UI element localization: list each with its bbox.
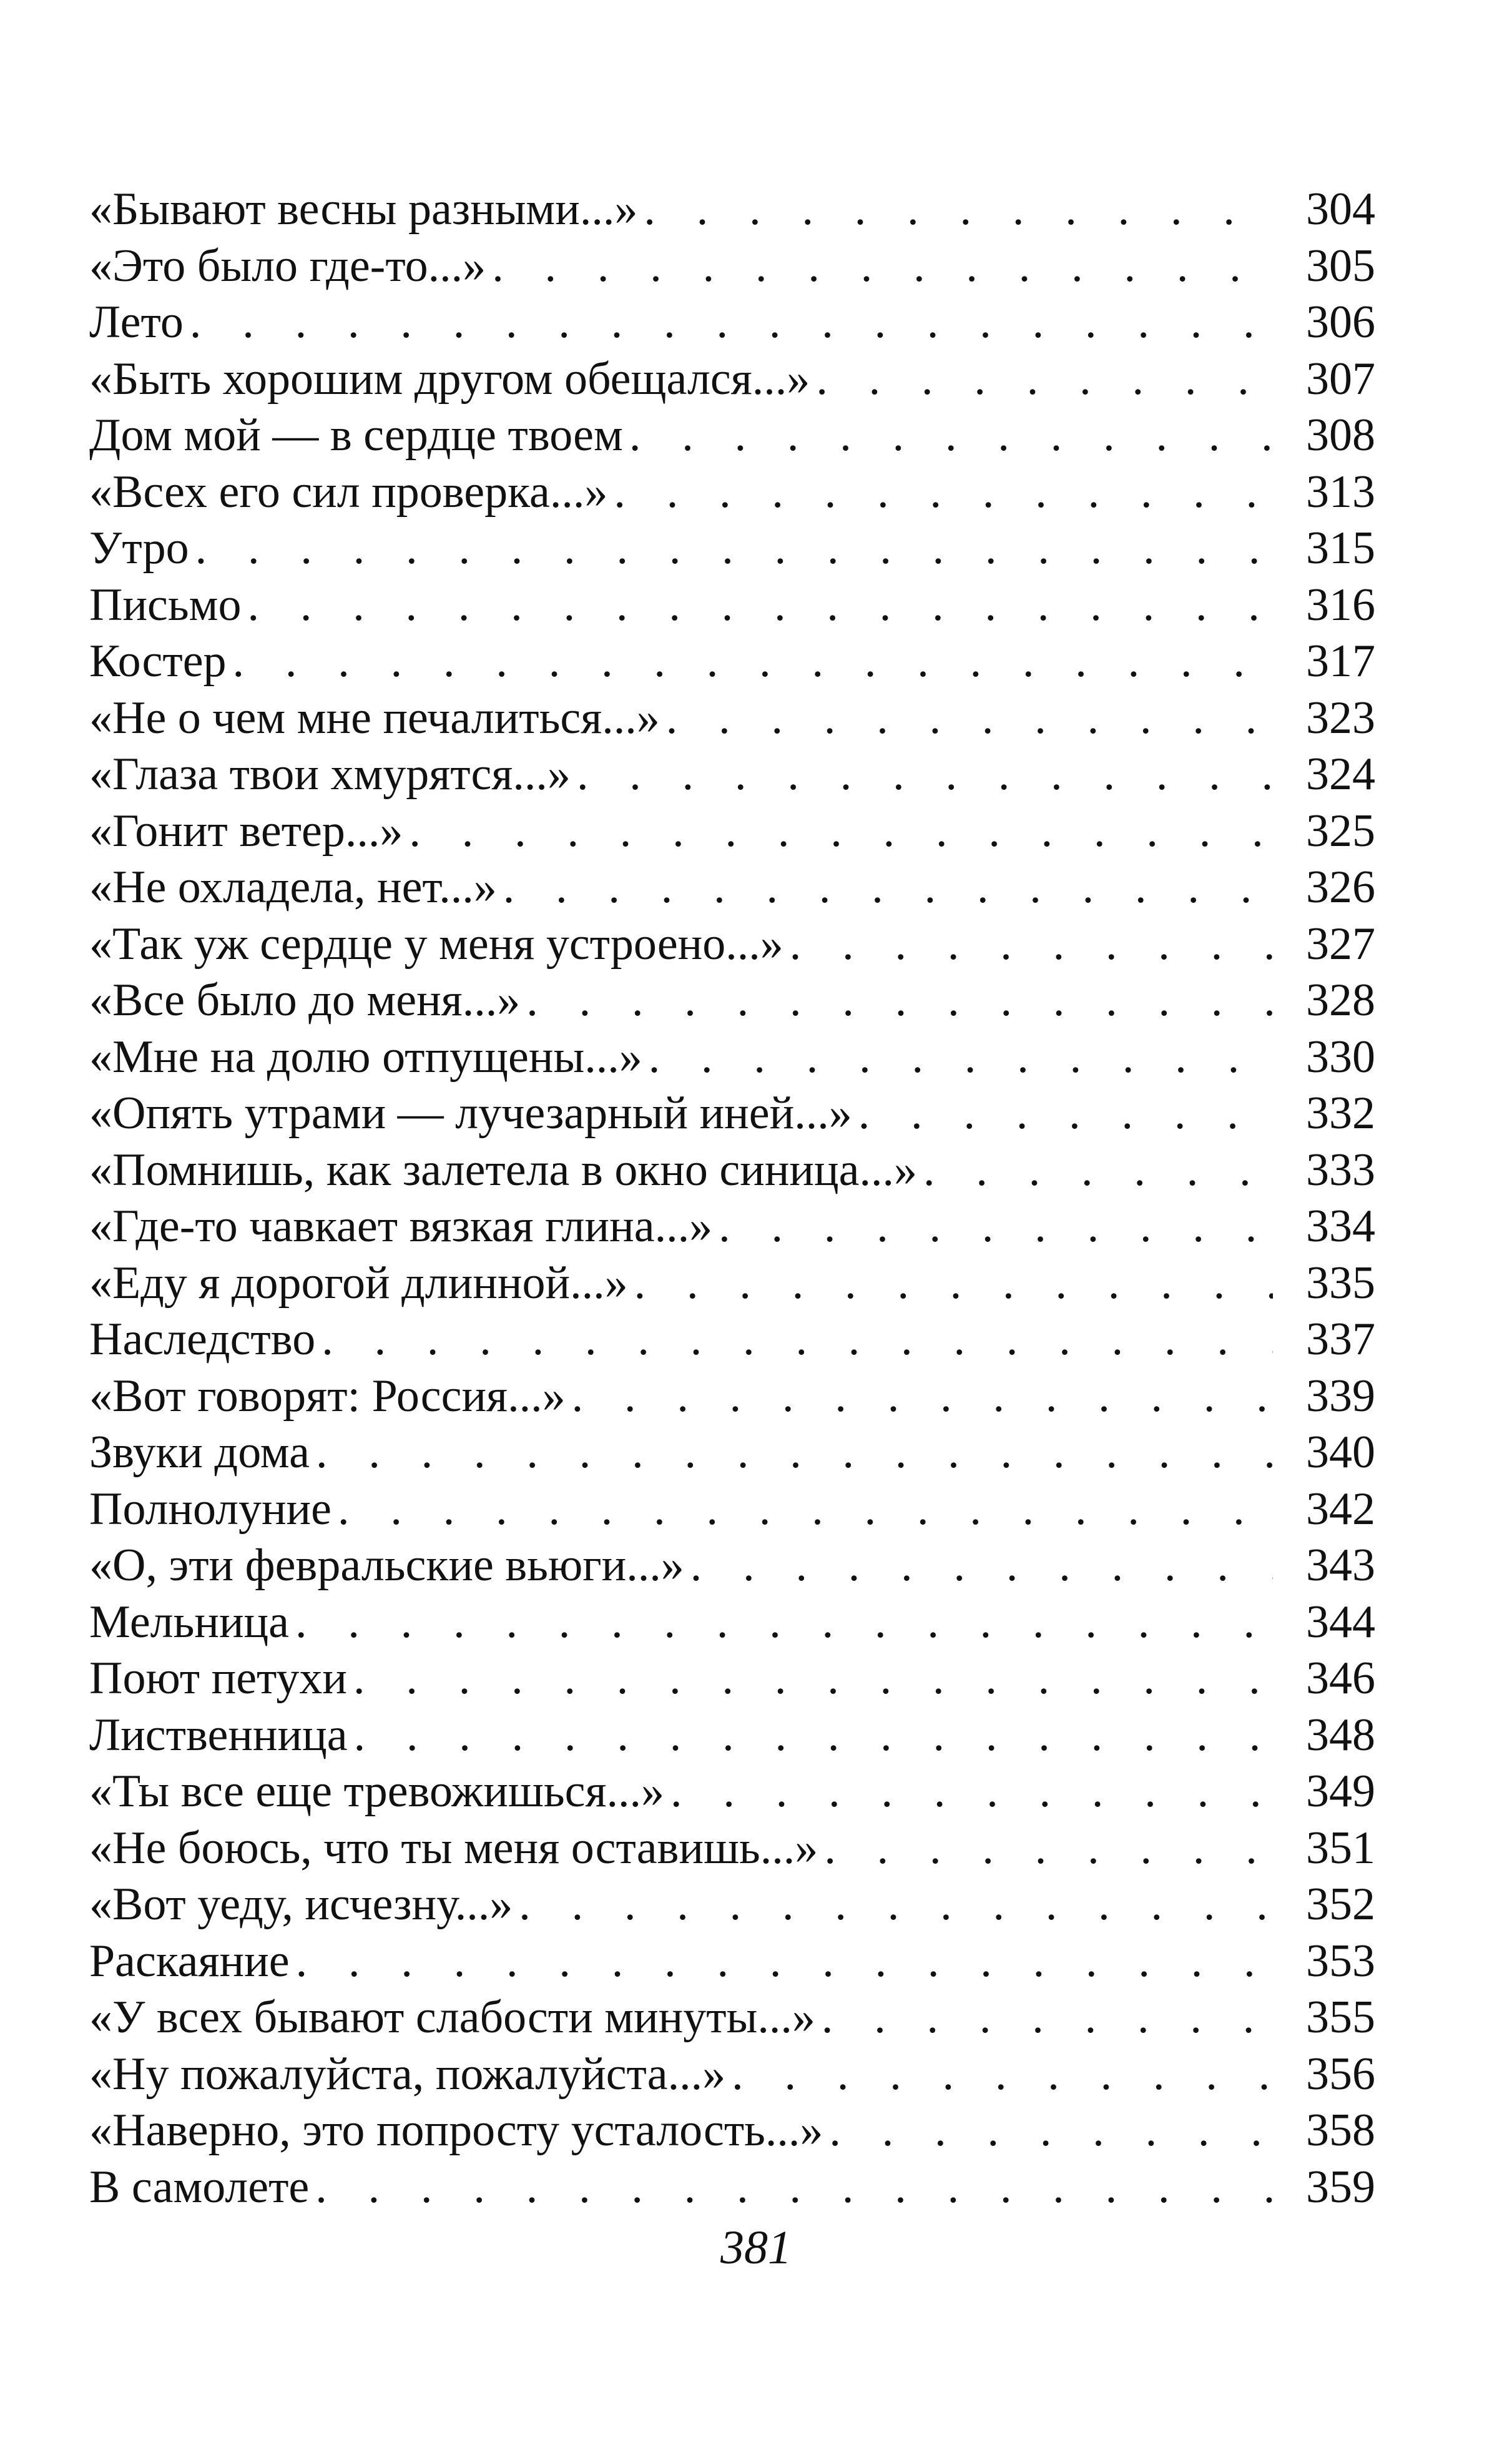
toc-entry-title: «Так уж сердце у меня устроено...»	[89, 918, 783, 970]
toc-entry	[89, 238, 1375, 295]
toc-entry-title: «Не охладела, нет...»	[89, 862, 497, 913]
dot-leader	[503, 859, 1273, 916]
dot-leader	[338, 1481, 1273, 1538]
toc-entry	[89, 1594, 1375, 1651]
dot-leader	[732, 2046, 1273, 2103]
toc-entry-title: Костер	[89, 636, 227, 687]
toc-entry-title: «Гонит ветер...»	[89, 805, 403, 857]
toc-entry-page: 328	[1306, 975, 1375, 1026]
toc-entry	[89, 1368, 1375, 1425]
toc-entry-page: 315	[1306, 523, 1375, 574]
toc-entry-page: 343	[1306, 1540, 1375, 1591]
dot-leader	[644, 181, 1273, 238]
toc-entry-title: «Помнишь, как залетела в окно синица...»	[89, 1144, 917, 1196]
toc-entry	[89, 2046, 1375, 2103]
dot-leader	[858, 1085, 1273, 1142]
toc-entry	[89, 1989, 1375, 2046]
dot-leader	[526, 972, 1273, 1029]
toc-entry-title: Дом мой — в сердце твоем	[89, 410, 623, 461]
dot-leader	[190, 294, 1273, 351]
toc-entry-page: 327	[1306, 918, 1375, 970]
toc-entry-page: 317	[1306, 636, 1375, 687]
toc-entry-title: Полнолуние	[89, 1483, 331, 1535]
dot-leader	[247, 577, 1273, 634]
dot-leader	[614, 464, 1273, 521]
toc-entry-title: Письмо	[89, 579, 242, 631]
dot-leader	[634, 1255, 1273, 1312]
toc-entry	[89, 916, 1375, 973]
toc-entry-title: «Всех его сил проверка...»	[89, 466, 608, 518]
toc-entry	[89, 1085, 1375, 1142]
toc-entry-title: «Где-то чавкает вязкая глина...»	[89, 1201, 713, 1252]
toc-entry	[89, 1311, 1375, 1368]
toc-entry	[89, 859, 1375, 916]
toc-entry-title: «Вот уеду, исчезну...»	[89, 1879, 513, 1930]
dot-leader	[233, 633, 1273, 690]
toc-entry	[89, 464, 1375, 521]
toc-entry-title: Лето	[89, 297, 184, 348]
dot-leader	[690, 1537, 1273, 1594]
toc-entry	[89, 294, 1375, 351]
toc-entry-page: 349	[1306, 1766, 1375, 1817]
dot-leader	[295, 1594, 1273, 1651]
toc-entry	[89, 1650, 1375, 1707]
toc-entry-page: 330	[1306, 1031, 1375, 1083]
dot-leader	[409, 803, 1273, 860]
dot-leader	[790, 916, 1273, 973]
dot-leader	[296, 1933, 1273, 1990]
toc-entry-title: «Все было до меня...»	[89, 975, 521, 1026]
toc-entry	[89, 1481, 1375, 1538]
dot-leader	[322, 1311, 1273, 1368]
toc-entry-title: «О, эти февральские вьюги...»	[89, 1540, 684, 1591]
toc-entry	[89, 746, 1375, 803]
toc-entry	[89, 1820, 1375, 1877]
toc-entry-title: «Ну пожалуйста, пожалуйста...»	[89, 2048, 726, 2100]
toc-entry-page: 352	[1306, 1879, 1375, 1930]
toc-entry-title: Наследство	[89, 1314, 316, 1365]
toc-entry	[89, 1763, 1375, 1820]
dot-leader	[492, 238, 1273, 295]
toc-entry-title: Утро	[89, 523, 189, 574]
toc-entry-title: Раскаяние	[89, 1935, 290, 1987]
toc-entry-page: 305	[1306, 240, 1375, 292]
toc-entry-page: 355	[1306, 1992, 1375, 2043]
toc-entry-page: 304	[1306, 184, 1375, 235]
toc-entry-page: 353	[1306, 1935, 1375, 1987]
toc-entry	[89, 1537, 1375, 1594]
toc-entry-page: 332	[1306, 1088, 1375, 1139]
toc-entry	[89, 520, 1375, 577]
toc-entry-page: 346	[1306, 1653, 1375, 1704]
dot-leader	[572, 1368, 1273, 1425]
toc-entry-title: «Быть хорошим другом обещался...»	[89, 353, 810, 405]
dot-leader	[354, 1707, 1273, 1764]
toc-entry	[89, 633, 1375, 690]
toc-entry-page: 337	[1306, 1314, 1375, 1365]
toc-entry-title: «Ты все еще тревожишься...»	[89, 1766, 665, 1817]
toc-entry-title: Звуки дома	[89, 1427, 310, 1478]
dot-leader	[577, 746, 1273, 803]
toc-entry	[89, 407, 1375, 464]
toc-entry-page: 358	[1306, 2105, 1375, 2156]
toc-entry-page: 307	[1306, 353, 1375, 405]
dot-leader	[816, 351, 1273, 408]
toc-entry	[89, 1707, 1375, 1764]
dot-leader	[923, 1142, 1273, 1199]
dot-leader	[719, 1198, 1273, 1255]
dot-leader	[195, 520, 1273, 577]
toc-entry-title: «Не о чем мне печалиться...»	[89, 692, 660, 744]
toc-entry	[89, 972, 1375, 1029]
toc-entry-title: Лиственница	[89, 1709, 348, 1761]
toc-entry	[89, 1424, 1375, 1481]
toc-entry-title: В самолете	[89, 2161, 310, 2213]
toc-entry-title: «Бывают весны разными...»	[89, 184, 638, 235]
toc-entry	[89, 1198, 1375, 1255]
table-of-contents	[89, 181, 1375, 2215]
toc-entry	[89, 2159, 1375, 2216]
toc-entry-title: «Не боюсь, что ты меня оставишь...»	[89, 1822, 818, 1874]
dot-leader	[315, 2159, 1273, 2216]
toc-entry-title: «Еду я дорогой длинной...»	[89, 1257, 628, 1309]
toc-entry-page: 334	[1306, 1201, 1375, 1252]
dot-leader	[822, 1989, 1273, 2046]
toc-entry-page: 356	[1306, 2048, 1375, 2100]
toc-entry-page: 351	[1306, 1822, 1375, 1874]
dot-leader	[824, 1820, 1273, 1877]
toc-entry	[89, 690, 1375, 747]
toc-entry	[89, 1933, 1375, 1990]
dot-leader	[666, 690, 1273, 747]
toc-entry-page: 324	[1306, 749, 1375, 800]
toc-entry-page: 359	[1306, 2161, 1375, 2213]
toc-entry-title: «У всех бывают слабости минуты...»	[89, 1992, 815, 2043]
toc-entry	[89, 577, 1375, 634]
toc-entry-page: 339	[1306, 1370, 1375, 1422]
page-number: 381	[720, 2221, 792, 2274]
toc-entry-title: «Наверно, это попросту усталость...»	[89, 2105, 823, 2156]
toc-entry-title: «Опять утрами — лучезарный иней...»	[89, 1088, 852, 1139]
dot-leader	[519, 1876, 1273, 1933]
toc-entry	[89, 803, 1375, 860]
dot-leader	[353, 1650, 1273, 1707]
toc-entry-page: 344	[1306, 1596, 1375, 1648]
toc-entry-title: «Глаза твои хмурятся...»	[89, 749, 571, 800]
toc-entry-page: 306	[1306, 297, 1375, 348]
dot-leader	[316, 1424, 1273, 1481]
toc-entry-page: 323	[1306, 692, 1375, 744]
toc-entry	[89, 181, 1375, 238]
toc-entry	[89, 351, 1375, 408]
toc-entry-title: Поют петухи	[89, 1653, 347, 1704]
toc-entry	[89, 1029, 1375, 1086]
toc-entry-page: 340	[1306, 1427, 1375, 1478]
toc-entry	[89, 1142, 1375, 1199]
toc-entry-page: 308	[1306, 410, 1375, 461]
toc-entry-page: 348	[1306, 1709, 1375, 1761]
dot-leader	[829, 2102, 1273, 2159]
toc-entry-page: 342	[1306, 1483, 1375, 1535]
toc-entry-title: Мельница	[89, 1596, 289, 1648]
toc-entry-page: 335	[1306, 1257, 1375, 1309]
toc-entry-title: «Мне на долю отпущены...»	[89, 1031, 642, 1083]
toc-entry-title: «Это было где-то...»	[89, 240, 486, 292]
toc-entry-title: «Вот говорят: Россия...»	[89, 1370, 566, 1422]
toc-entry-page: 326	[1306, 862, 1375, 913]
toc-entry-page: 316	[1306, 579, 1375, 631]
dot-leader	[670, 1763, 1273, 1820]
dot-leader	[629, 407, 1273, 464]
dot-leader	[649, 1029, 1273, 1086]
toc-entry-page: 333	[1306, 1144, 1375, 1196]
toc-entry-page: 313	[1306, 466, 1375, 518]
toc-entry	[89, 1876, 1375, 1933]
toc-entry	[89, 2102, 1375, 2159]
toc-entry-page: 325	[1306, 805, 1375, 857]
toc-entry	[89, 1255, 1375, 1312]
